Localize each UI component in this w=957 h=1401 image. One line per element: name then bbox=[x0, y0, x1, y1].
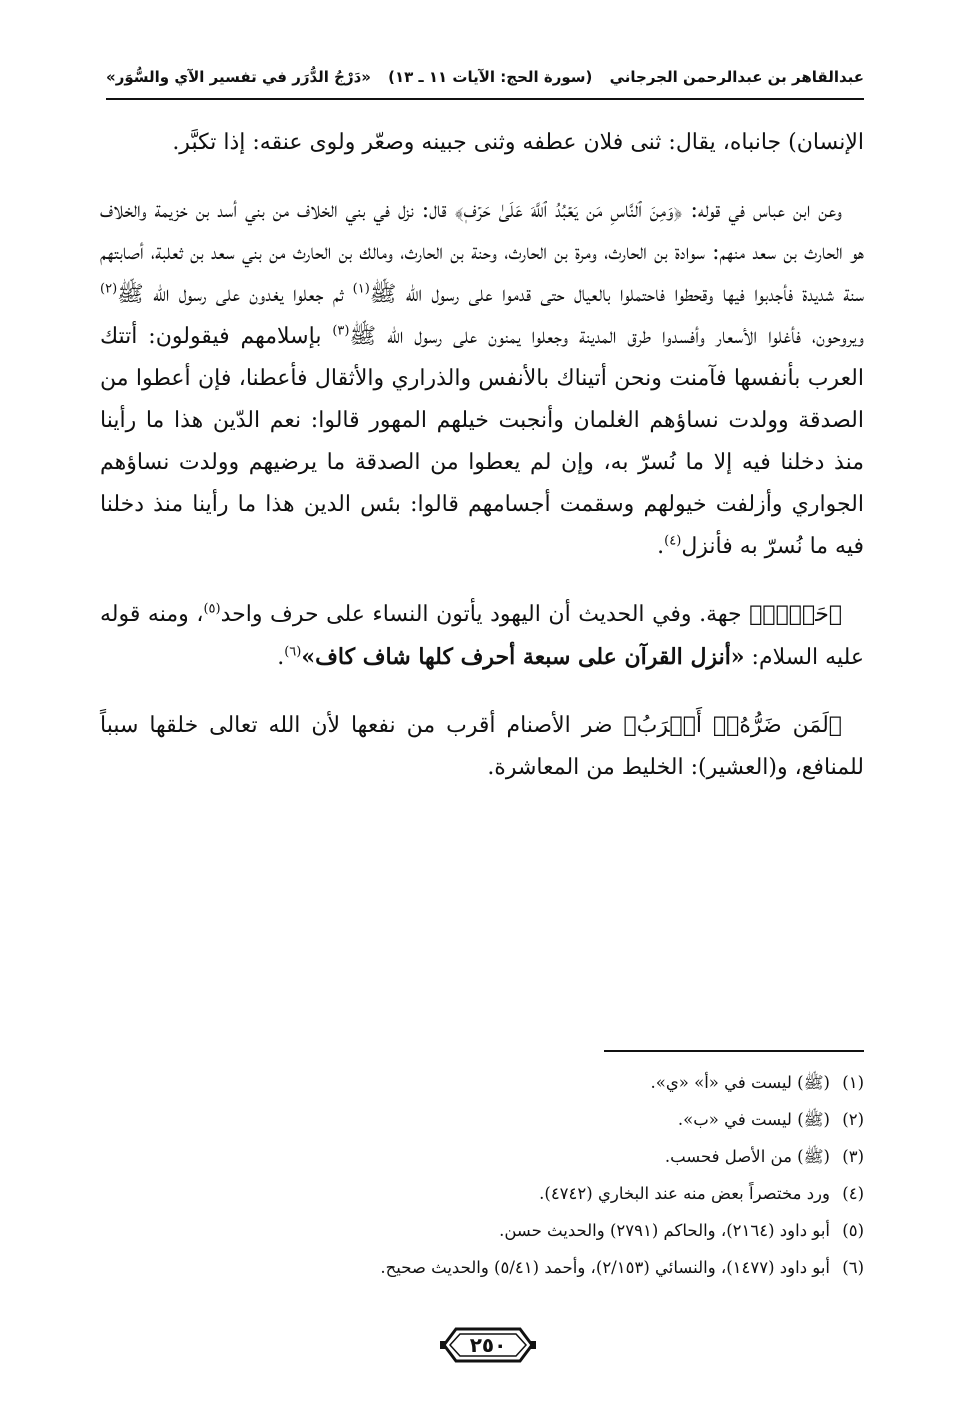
footnote-item bbox=[130, 1249, 864, 1286]
footnote-item bbox=[130, 1064, 864, 1101]
footnote-rule bbox=[604, 1050, 864, 1052]
footnote-item bbox=[130, 1138, 864, 1175]
paragraph-2: وعن ابن عباس في قوله: ﴿وَمِنَ ٱلنَّاسِ مَن يَعۡبُدُ ٱللَّهَ عَلَىٰ حَرۡفٖ﴾ قال: نزل في بني الخلاف من بني أسد بن خزيمة والخلاف هو الحارث بن سعد منهم: سوادة بن الحارث، ومرة بن الحارث، وحنة بن الحارث، ومالك بن الحارث من بني سعد بن ثعلبة، أصابتهم سنة شديدة فأجدبوا فيها وقحطوا فاحتملوا بالعيال حتى قدموا على رسول الله ﷺ$^{(١)}$ ثم جعلوا يغدون على رسول الله ﷺ$^{(٢)}$ ويروحون، فأغلوا الأسعار وأفسدوا طرق المدينة وجعلوا يمنون على رسول الله ﷺ$^{(٣)}$ بإسلامهم فيقولون: أتتك العرب بأنفسها فآمنت ونحن أتيناك بالأنفس والذراري والأثقال فأعطنا، فإن أعطوا من الصدقة وولدت نساؤهم الغلمان وأنجبت خيلهم المهور قالوا: نعم الدّين هذا ما رأينا منذ دخلنا فيه إلا ما نُسرّ به، وإن لم يعطوا من الصدقة ما يرضيهم وولدت نساؤهم الجواري وأزلفت خيولهم وسقمت أجسامهم قالوا: بئس الدين هذا ما رأينا منذ دخلنا فيه ما نُسرّ به فأنزل$^{(٤)}$. bbox=[100, 198, 865, 559]
footnote-ref-1[interactable]: (١) bbox=[352, 281, 370, 297]
footnote-number: (٢) bbox=[842, 1110, 864, 1129]
footnotes bbox=[130, 1064, 864, 1286]
footnote-text: ورد مختصراً بعض منه عند البخاري (٤٧٤٢). bbox=[539, 1184, 830, 1203]
header-section: (سورة الحج: الآيات ١١ ـ ١٣) bbox=[388, 68, 593, 86]
footnote-ref-2[interactable]: (٢) bbox=[100, 281, 118, 297]
footnote-ref-5[interactable]: (٥) bbox=[203, 601, 221, 617]
footnote-text: (ﷺ) ليست في «أ» «ي». bbox=[650, 1073, 830, 1092]
footnote-number: (٥) bbox=[842, 1221, 864, 1240]
paragraph-4: ﴿لَمَن ضَرُّهُۥٓ أَقۡرَبُ﴾ ضر الأصنام أقرب من نفعها لأن الله تعالى خلقها سبباً للمنافع، و(العشير): الخليط من المعاشرة. bbox=[100, 713, 864, 780]
footnote-item bbox=[130, 1101, 864, 1138]
footnote-ref-3[interactable]: (٣) bbox=[332, 323, 350, 339]
quran-verse: ﴿لَمَن ضَرُّهُۥٓ أَقۡرَبُ﴾ bbox=[623, 713, 842, 738]
quran-verse: ﴿وَمِنَ ٱلنَّاسِ مَن يَعۡبُدُ ٱللَّهَ عَلَىٰ حَرۡفٖ﴾ bbox=[454, 198, 683, 223]
footnote-text: أبو داود (١٤٧٧)، والنسائي (٢/١٥٣)، وأحمد (٥/٤١) والحديث صحيح. bbox=[380, 1258, 830, 1277]
footnote-text: أبو داود (٢١٦٤)، والحاكم (٢٧٩١) والحديث حسن. bbox=[499, 1221, 830, 1240]
footnote-ref-4[interactable]: (٤) bbox=[664, 533, 682, 549]
footnote-text: (ﷺ) من الأصل فحسب. bbox=[664, 1147, 830, 1166]
page-number: ٢٥٠ bbox=[469, 1333, 507, 1357]
footnote-number: (٣) bbox=[842, 1147, 864, 1166]
page-number-ornament bbox=[440, 1325, 536, 1365]
footnote-ref-6[interactable]: (٦) bbox=[284, 644, 302, 660]
header-rule bbox=[106, 98, 864, 100]
quran-verse: ﴿حَرۡفٖ﴾ bbox=[749, 602, 843, 627]
header-author: عبدالقاهر بن عبدالرحمن الجرجاني bbox=[609, 68, 864, 86]
hadith-quote: «أنزل القرآن على سبعة أحرف كلها شاف كاف» bbox=[301, 644, 745, 670]
footnote-number: (٦) bbox=[842, 1258, 864, 1277]
footnote-item bbox=[130, 1212, 864, 1249]
running-header bbox=[106, 62, 864, 92]
main-text bbox=[100, 122, 864, 815]
footnote-number: (٤) bbox=[842, 1184, 864, 1203]
footnote-item bbox=[130, 1175, 864, 1212]
paragraph-3: ﴿حَرۡفٖ﴾ جهة. وفي الحديث أن اليهود يأتون النساء على حرف واحد$^{(٥)}$، ومنه قوله عليه السلام: «أنزل القرآن على سبعة أحرف كلها شاف كاف»$^{(٦)}$. bbox=[100, 601, 864, 670]
paragraph-1: الإنسان) جانباه، يقال: ثنى فلان عطفه وثنى جبينه وصعّر ولوى عنقه: إذا تكبَّر. bbox=[172, 130, 864, 155]
header-book-title: «دَرْجُ الدُّرَر في تفسير الآي والسُّوَر» bbox=[106, 68, 371, 86]
footnote-number: (١) bbox=[842, 1073, 864, 1092]
footnote-text: (ﷺ) ليست في «ب». bbox=[677, 1110, 830, 1129]
